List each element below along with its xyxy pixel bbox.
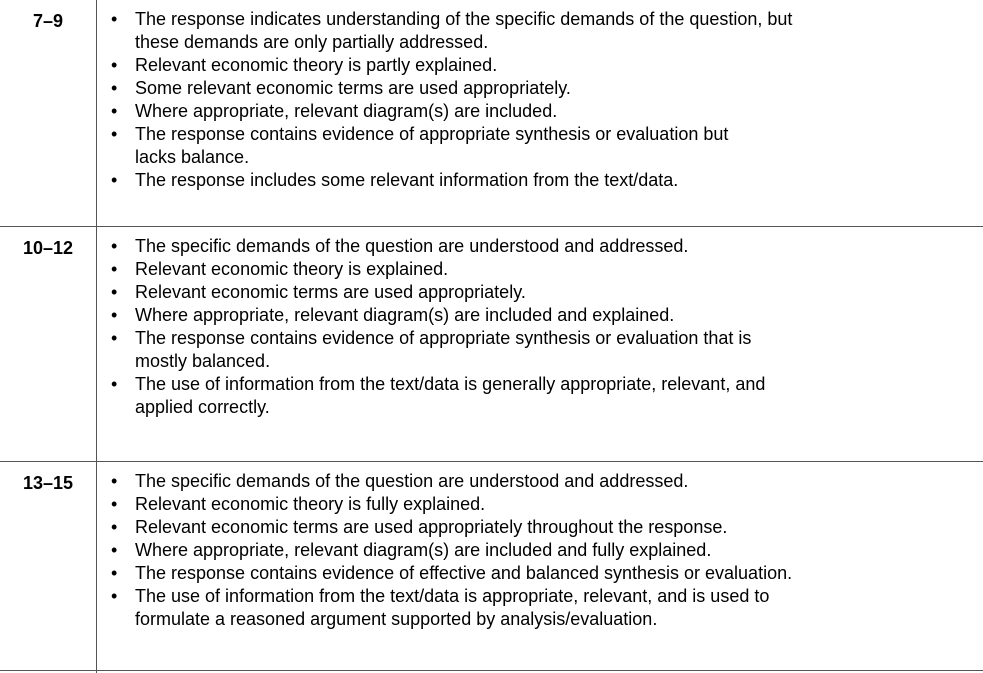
criterion-text: Where appropriate, relevant diagram(s) are included and fully explained. [135, 540, 712, 560]
criterion-text: mostly balanced. [135, 351, 271, 371]
criterion [108, 54, 792, 77]
bullet-icon: • [111, 563, 118, 583]
criteria-list [108, 235, 765, 419]
criterion [108, 516, 792, 539]
bullet-icon: • [111, 124, 118, 144]
criterion-text: The specific demands of the question are understood and addressed. [135, 236, 689, 256]
criterion [108, 585, 792, 631]
bullet-icon: • [111, 101, 118, 121]
bullet-icon: • [111, 586, 118, 606]
mark-range: 10–12 [22, 238, 74, 258]
criterion [108, 539, 792, 562]
bullet-icon: • [111, 259, 118, 279]
criterion-text: Relevant economic theory is partly explained. [135, 55, 498, 75]
criteria-list [108, 470, 792, 631]
criterion [108, 470, 792, 493]
criterion [108, 562, 792, 585]
bullet-icon: • [111, 494, 118, 514]
bullet-icon: • [111, 170, 118, 190]
bullet-icon: • [111, 282, 118, 302]
criterion [108, 258, 765, 281]
criterion [108, 493, 792, 516]
mark-range: 7–9 [32, 11, 64, 31]
criterion [108, 100, 792, 123]
bullet-icon: • [111, 471, 118, 491]
markband-row [0, 0, 983, 227]
criterion-text: The response includes some relevant information from the text/data. [135, 170, 679, 190]
bullet-icon: • [111, 55, 118, 75]
criterion-text: The use of information from the text/data is generally appropriate, relevant, and [135, 374, 766, 394]
criterion-text: The response indicates understanding of the specific demands of the question, but [135, 9, 793, 29]
criterion [108, 77, 792, 100]
criterion [108, 235, 765, 258]
criterion [108, 281, 765, 304]
criterion-text: The specific demands of the question are understood and addressed. [135, 471, 689, 491]
criterion-text: Relevant economic terms are used appropriately. [135, 282, 526, 302]
criterion [108, 169, 792, 192]
bullet-icon: • [111, 305, 118, 325]
bullet-icon: • [111, 328, 118, 348]
criterion-text: The response contains evidence of appropriate synthesis or evaluation that is [135, 328, 752, 348]
criterion-text: The response contains evidence of effective and balanced synthesis or evaluation. [135, 563, 793, 583]
criterion-text: lacks balance. [135, 147, 250, 167]
markband-row [0, 462, 983, 671]
criterion [108, 8, 792, 54]
markband-row [0, 227, 983, 462]
criterion-text: Where appropriate, relevant diagram(s) are included and explained. [135, 305, 675, 325]
criterion [108, 327, 765, 373]
criterion [108, 123, 792, 169]
bullet-icon: • [111, 374, 118, 394]
criterion-text: Relevant economic terms are used appropriately throughout the response. [135, 517, 728, 537]
criterion-text: formulate a reasoned argument supported by analysis/evaluation. [135, 609, 658, 629]
criteria-list [108, 8, 792, 192]
criterion-text: Some relevant economic terms are used appropriately. [135, 78, 571, 98]
bullet-icon: • [111, 9, 118, 29]
criterion-text: The response contains evidence of appropriate synthesis or evaluation but [135, 124, 729, 144]
criterion [108, 373, 765, 419]
criterion-text: The use of information from the text/data is appropriate, relevant, and is used to [135, 586, 770, 606]
criterion-text: Relevant economic theory is explained. [135, 259, 449, 279]
criterion-text: these demands are only partially addressed. [135, 32, 489, 52]
bullet-icon: • [111, 236, 118, 256]
mark-range: 13–15 [22, 473, 74, 493]
criterion-text: Relevant economic theory is fully explained. [135, 494, 486, 514]
criterion-text: Where appropriate, relevant diagram(s) are included. [135, 101, 558, 121]
criterion-text: applied correctly. [135, 397, 270, 417]
bullet-icon: • [111, 517, 118, 537]
criterion [108, 304, 765, 327]
bullet-icon: • [111, 540, 118, 560]
bullet-icon: • [111, 78, 118, 98]
